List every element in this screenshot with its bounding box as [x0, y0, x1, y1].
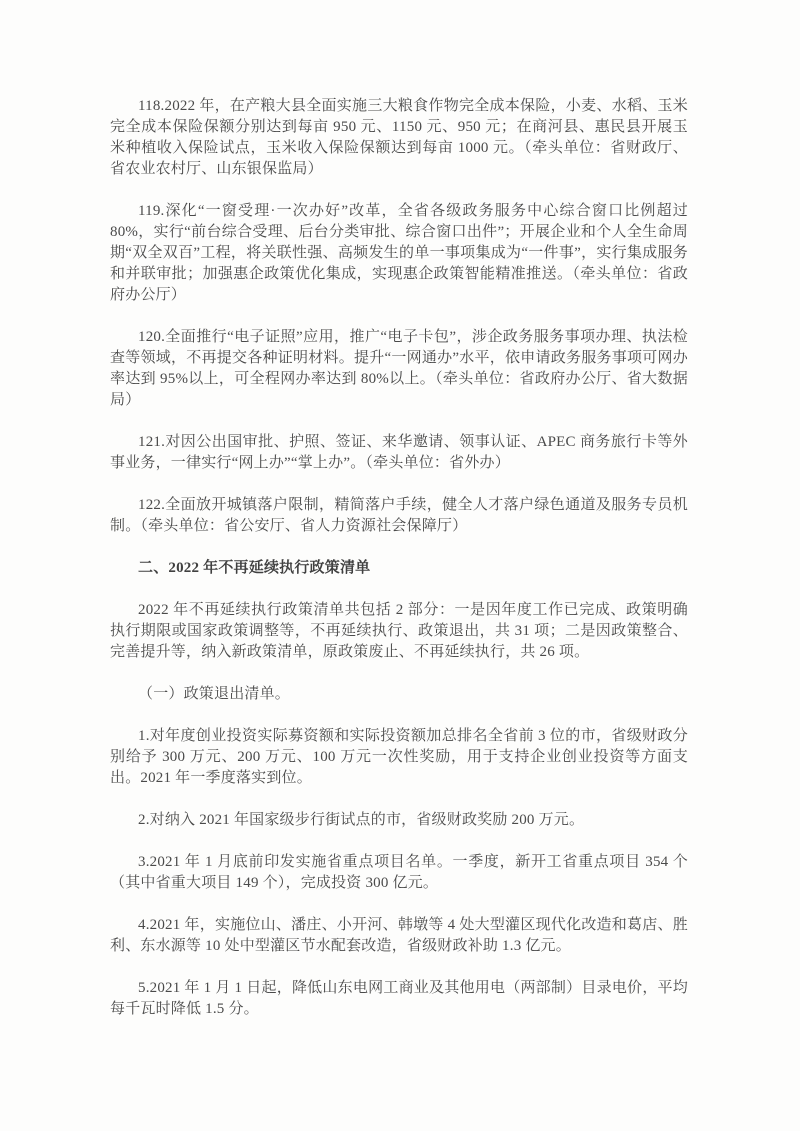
list-item-4: 4.2021 年，实施位山、潘庄、小开河、韩墩等 4 处大型灌区现代化改造和葛店、胜利、东水源等 10 处中型灌区节水配套改造，省级财政补助 1.3 亿元。 — [110, 917, 688, 954]
paragraph-121: 121.对因公出国审批、护照、签证、来华邀请、领事认证、APEC 商务旅行卡等外事业务，一律实行“网上办”“掌上办”。（牵头单位：省外办） — [110, 434, 688, 471]
paragraph-120: 120.全面推行“电子证照”应用，推广“电子卡包”，涉企政务服务事项办理、执法检查等领域，不再提交各种证明材料。提升“一网通办”水平，依申请政务服务事项可网办率达到 95%以上，可全程网办率达到 80%以上。（牵头单位：省政府办公厅、省大数据局） — [110, 329, 688, 408]
list-item-1: 1.对年度创业投资实际募资额和实际投资额加总排名全省前 3 位的市，省级财政分别给予 300 万元、200 万元、100 万元一次性奖励，用于支持企业创业投资等方面支出。2021 年一季度落实到位。 — [110, 728, 688, 786]
section-intro-paragraph: 2022 年不再延续执行政策清单共包括 2 部分：一是因年度工作已完成、政策明确执行期限或国家政策调整等，不再延续执行、政策退出，共 31 项；二是因政策整合、完善提升等，纳入新政策清单，原政策废止、不再延续执行，共 26 项。 — [110, 602, 688, 660]
paragraph-119: 119.深化“一窗受理·一次办好”改革，全省各级政务服务中心综合窗口比例超过 80%，实行“前台综合受理、后台分类审批、综合窗口出件”；开展企业和个人全生命周期“双全双百”工程，将关联性强、高频发生的单一事项集成为“一件事”，实行集成服务和并联审批；加强惠企政策优化集成，实现惠企政策智能精准推送。（牵头单位：省政府办公厅） — [110, 203, 688, 303]
subsection-heading-1: （一）政策退出清单。 — [138, 686, 291, 702]
list-item-5: 5.2021 年 1 月 1 日起，降低山东电网工商业及其他用电（两部制）目录电价，平均每千瓦时降低 1.5 分。 — [110, 980, 688, 1017]
list-item-2: 2.对纳入 2021 年国家级步行街试点的市，省级财政奖励 200 万元。 — [138, 812, 585, 828]
paragraph-122: 122.全面放开城镇落户限制，精简落户手续，健全人才落户绿色通道及服务专员机制。（牵头单位：省公安厅、省人力资源社会保障厅） — [110, 497, 688, 534]
section-heading-2: 二、2022 年不再延续执行政策清单 — [138, 560, 371, 576]
document-body — [110, 96, 688, 1020]
list-item-3: 3.2021 年 1 月底前印发实施省重点项目名单。一季度，新开工省重点项目 354 个（其中省重大项目 149 个），完成投资 300 亿元。 — [110, 854, 688, 891]
paragraph-118: 118.2022 年，在产粮大县全面实施三大粮食作物完全成本保险，小麦、水稻、玉米完全成本保险保额分别达到每亩 950 元、1150 元、950 元；在商河县、惠民县开展玉米种植收入保险试点，玉米收入保险保额达到每亩 1000 元。（牵头单位：省财政厅、省农业农村厅、山东银保监局） — [110, 98, 688, 177]
